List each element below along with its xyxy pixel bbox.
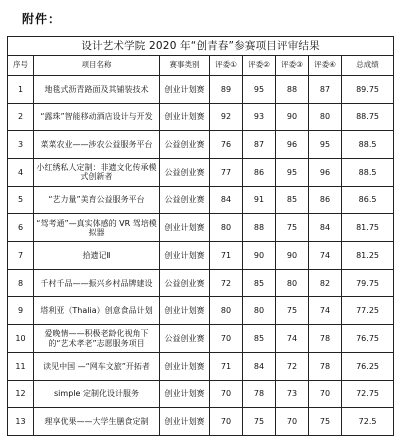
cell-project-name: 理享优果——大学生膳食定制 xyxy=(34,408,160,436)
cell-no: 11 xyxy=(8,352,34,380)
cell-project-name: 小红绣私人定制：非遗文化传承模式创新者 xyxy=(34,159,160,187)
cell-judge-1: 92 xyxy=(210,103,243,131)
table-row xyxy=(8,269,394,297)
cell-total: 88.75 xyxy=(342,103,394,131)
cell-judge-4: 78 xyxy=(309,325,342,353)
cell-category: 公益创业赛 xyxy=(160,269,210,297)
cell-total: 88.5 xyxy=(342,159,394,187)
cell-judge-4: 74 xyxy=(309,297,342,325)
cell-project-name: 塔利亚（Thalia）创意食品计划 xyxy=(34,297,160,325)
cell-judge-2: 88 xyxy=(243,214,276,242)
cell-no: 6 xyxy=(8,214,34,242)
cell-judge-1: 72 xyxy=(210,269,243,297)
cell-judge-2: 91 xyxy=(243,186,276,214)
cell-total: 89.75 xyxy=(342,75,394,103)
cell-judge-4: 74 xyxy=(309,242,342,270)
table-row xyxy=(8,103,394,131)
cell-judge-3: 75 xyxy=(276,214,309,242)
col-header-judge-3: 评委③ xyxy=(276,56,309,75)
table-row xyxy=(8,159,394,187)
cell-category: 公益创业赛 xyxy=(160,325,210,353)
cell-judge-4: 78 xyxy=(309,352,342,380)
cell-project-name: 拾遗记Ⅱ xyxy=(34,242,160,270)
cell-total: 76.25 xyxy=(342,352,394,380)
cell-project-name: 读见中国 —“网车文旅”开拓者 xyxy=(34,352,160,380)
cell-judge-3: 75 xyxy=(276,297,309,325)
cell-judge-4: 70 xyxy=(309,380,342,408)
cell-category: 创业计划赛 xyxy=(160,103,210,131)
cell-judge-1: 70 xyxy=(210,408,243,436)
cell-judge-1: 70 xyxy=(210,380,243,408)
results-table xyxy=(7,36,394,436)
cell-total: 79.75 xyxy=(342,269,394,297)
cell-judge-4: 80 xyxy=(309,103,342,131)
col-header-no: 序号 xyxy=(8,56,34,75)
cell-judge-1: 71 xyxy=(210,242,243,270)
cell-project-name: 爱晚情——积极老龄化视角下的“艺术孝老”志愿服务项目 xyxy=(34,325,160,353)
cell-total: 76.75 xyxy=(342,325,394,353)
cell-judge-2: 90 xyxy=(243,242,276,270)
cell-judge-2: 78 xyxy=(243,380,276,408)
cell-judge-4: 95 xyxy=(309,131,342,159)
cell-judge-1: 77 xyxy=(210,159,243,187)
cell-no: 10 xyxy=(8,325,34,353)
cell-category: 公益创业赛 xyxy=(160,186,210,214)
cell-category: 公益创业赛 xyxy=(160,159,210,187)
cell-category: 创业计划赛 xyxy=(160,214,210,242)
cell-judge-3: 72 xyxy=(276,352,309,380)
cell-total: 86.5 xyxy=(342,186,394,214)
cell-judge-3: 96 xyxy=(276,131,309,159)
cell-judge-3: 90 xyxy=(276,103,309,131)
cell-project-name: “驾考通”—真实体感的 VR 驾培模拟器 xyxy=(34,214,160,242)
cell-judge-2: 75 xyxy=(243,408,276,436)
table-title-row xyxy=(8,37,394,56)
cell-judge-3: 70 xyxy=(276,408,309,436)
cell-no: 1 xyxy=(8,75,34,103)
cell-category: 创业计划赛 xyxy=(160,408,210,436)
cell-category: 创业计划赛 xyxy=(160,75,210,103)
cell-judge-4: 96 xyxy=(309,159,342,187)
table-row xyxy=(8,131,394,159)
table-row xyxy=(8,186,394,214)
col-header-total: 总成绩 xyxy=(342,56,394,75)
cell-total: 81.25 xyxy=(342,242,394,270)
cell-judge-2: 85 xyxy=(243,325,276,353)
table-row xyxy=(8,214,394,242)
cell-judge-2: 84 xyxy=(243,352,276,380)
cell-judge-1: 89 xyxy=(210,75,243,103)
cell-judge-3: 74 xyxy=(276,325,309,353)
cell-no: 4 xyxy=(8,159,34,187)
cell-no: 13 xyxy=(8,408,34,436)
cell-judge-4: 75 xyxy=(309,408,342,436)
cell-judge-2: 80 xyxy=(243,297,276,325)
cell-judge-3: 80 xyxy=(276,269,309,297)
cell-judge-3: 90 xyxy=(276,242,309,270)
cell-judge-4: 82 xyxy=(309,269,342,297)
cell-project-name: 地毯式沥青路面及其铺装技术 xyxy=(34,75,160,103)
cell-judge-1: 76 xyxy=(210,131,243,159)
cell-project-name: 千村千品——振兴乡村品牌建设 xyxy=(34,269,160,297)
table-row xyxy=(8,325,394,353)
cell-judge-1: 80 xyxy=(210,214,243,242)
cell-total: 72.5 xyxy=(342,408,394,436)
table-row xyxy=(8,297,394,325)
cell-judge-2: 95 xyxy=(243,75,276,103)
cell-no: 12 xyxy=(8,380,34,408)
cell-project-name: 菜菜农业——涉农公益服务平台 xyxy=(34,131,160,159)
cell-category: 创业计划赛 xyxy=(160,352,210,380)
cell-judge-1: 70 xyxy=(210,325,243,353)
cell-judge-4: 84 xyxy=(309,214,342,242)
cell-no: 3 xyxy=(8,131,34,159)
cell-category: 创业计划赛 xyxy=(160,380,210,408)
cell-judge-1: 84 xyxy=(210,186,243,214)
cell-total: 81.75 xyxy=(342,214,394,242)
cell-judge-2: 85 xyxy=(243,269,276,297)
col-header-name: 项目名称 xyxy=(34,56,160,75)
col-header-judge-2: 评委② xyxy=(243,56,276,75)
cell-no: 8 xyxy=(8,269,34,297)
cell-total: 88.5 xyxy=(342,131,394,159)
cell-judge-2: 93 xyxy=(243,103,276,131)
cell-judge-2: 86 xyxy=(243,159,276,187)
col-header-category: 赛事类别 xyxy=(160,56,210,75)
attachment-label: 附件： xyxy=(22,12,62,26)
cell-total: 77.25 xyxy=(342,297,394,325)
col-header-judge-4: 评委④ xyxy=(309,56,342,75)
cell-project-name: “艺力量”美育公益服务平台 xyxy=(34,186,160,214)
cell-judge-3: 85 xyxy=(276,186,309,214)
table-row xyxy=(8,352,394,380)
cell-judge-1: 71 xyxy=(210,352,243,380)
cell-project-name: simple 定制化设计服务 xyxy=(34,380,160,408)
cell-judge-1: 80 xyxy=(210,297,243,325)
cell-no: 9 xyxy=(8,297,34,325)
cell-judge-2: 87 xyxy=(243,131,276,159)
cell-no: 2 xyxy=(8,103,34,131)
table-row xyxy=(8,242,394,270)
col-header-judge-1: 评委① xyxy=(210,56,243,75)
cell-total: 72.75 xyxy=(342,380,394,408)
table-row xyxy=(8,408,394,436)
table-header-row xyxy=(8,56,394,75)
cell-category: 创业计划赛 xyxy=(160,297,210,325)
cell-judge-3: 73 xyxy=(276,380,309,408)
table-title: 设计艺术学院 2020 年“创青春”参赛项目评审结果 xyxy=(8,37,394,56)
cell-no: 7 xyxy=(8,242,34,270)
cell-judge-4: 86 xyxy=(309,186,342,214)
cell-project-name: “露珠”智能移动酒店设计与开发 xyxy=(34,103,160,131)
cell-judge-4: 87 xyxy=(309,75,342,103)
cell-category: 创业计划赛 xyxy=(160,242,210,270)
cell-judge-3: 88 xyxy=(276,75,309,103)
table-row xyxy=(8,380,394,408)
table-row xyxy=(8,75,394,103)
cell-no: 5 xyxy=(8,186,34,214)
cell-category: 公益创业赛 xyxy=(160,131,210,159)
cell-judge-3: 95 xyxy=(276,159,309,187)
